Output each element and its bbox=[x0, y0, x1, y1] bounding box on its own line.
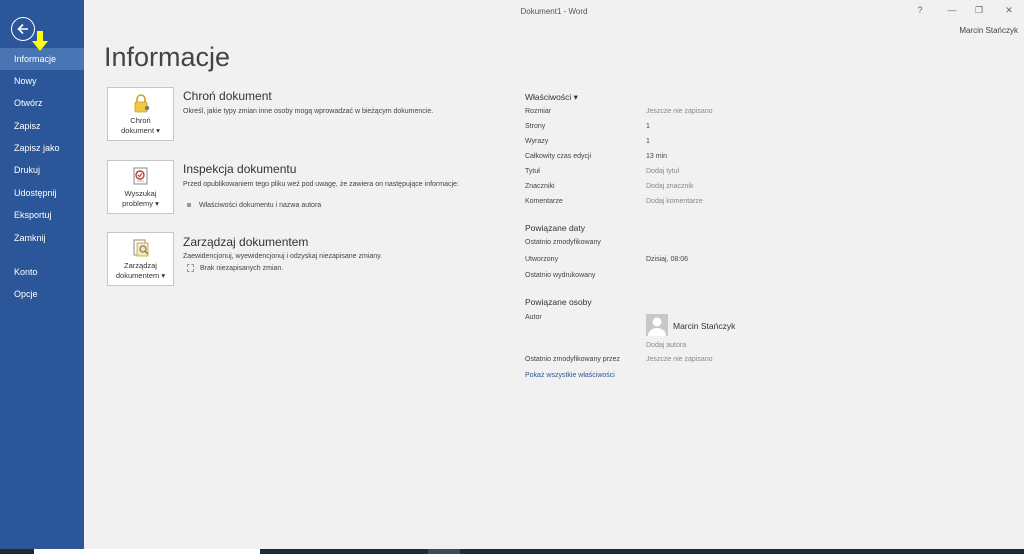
manage-section-title: Zarządzaj dokumentem bbox=[183, 235, 309, 249]
sidebar-item-udostepnij[interactable]: Udostępnij bbox=[14, 188, 57, 198]
related-people-heading: Powiązane osoby bbox=[525, 297, 592, 307]
date-label-printed: Ostatnio wydrukowany bbox=[525, 272, 596, 279]
sidebar-item-konto[interactable]: Konto bbox=[14, 267, 38, 277]
window-title: Dokument1 - Word bbox=[520, 7, 588, 16]
author-avatar bbox=[646, 314, 668, 336]
date-label-created: Utworzony bbox=[525, 256, 559, 263]
yellow-arrow-marker-icon bbox=[32, 31, 48, 51]
inspect-section-desc: Przed opublikowaniem tego pliku weź pod uwagę, że zawiera on następujące informacje: bbox=[183, 181, 459, 188]
sidebar-item-zamknij[interactable]: Zamknij bbox=[14, 233, 46, 243]
prop-label-size: Rozmiar bbox=[525, 108, 552, 115]
prop-label-edit-time: Całkowity czas edycji bbox=[525, 153, 592, 160]
prop-label-comments: Komentarze bbox=[525, 198, 563, 205]
sidebar-item-zapisz-jako[interactable]: Zapisz jako bbox=[14, 143, 60, 153]
prop-value-tags-field[interactable]: Dodaj znacznik bbox=[646, 183, 694, 190]
back-arrow-icon bbox=[16, 22, 30, 36]
last-modified-by-value: Jeszcze nie zapisano bbox=[646, 356, 713, 363]
taskbar-app-tile[interactable] bbox=[428, 549, 460, 554]
lock-key-icon bbox=[131, 93, 151, 113]
title-bar bbox=[84, 0, 1024, 26]
prop-label-words: Wyrazy bbox=[525, 138, 549, 145]
prop-label-tags: Znaczniki bbox=[525, 183, 555, 190]
restore-button[interactable]: ❐ bbox=[974, 5, 984, 15]
close-button[interactable]: ✕ bbox=[1005, 5, 1013, 15]
help-button[interactable]: ? bbox=[917, 5, 923, 15]
backstage-sidebar bbox=[0, 0, 84, 554]
manage-section-desc: Zaewidencjonuj, wyewidencjonuj i odzyskaj niezapisane zmiany. bbox=[183, 253, 383, 260]
protect-section-title: Chroń dokument bbox=[183, 89, 272, 103]
manage-button-label-1: Zarządzaj bbox=[124, 261, 157, 270]
prop-value-edit-time: 13 min bbox=[646, 153, 668, 160]
sidebar-item-nowy[interactable]: Nowy bbox=[14, 76, 37, 86]
bullet-square-icon bbox=[187, 203, 191, 207]
date-value-created: Dzisiaj, 08:06 bbox=[646, 256, 689, 263]
prop-value-words: 1 bbox=[646, 138, 650, 145]
prop-value-size: Jeszcze nie zapisano bbox=[646, 108, 713, 115]
protect-section-desc: Określ, jakie typy zmian inne osoby mogą wprowadzać w bieżącym dokumencie. bbox=[183, 108, 434, 115]
show-all-properties-link[interactable]: Pokaż wszystkie właściwości bbox=[525, 372, 615, 379]
prop-value-comments-field[interactable]: Dodaj komentarze bbox=[646, 198, 703, 205]
manage-document-button[interactable] bbox=[107, 232, 174, 286]
author-label: Autor bbox=[525, 314, 542, 321]
prop-value-pages: 1 bbox=[646, 123, 650, 130]
sidebar-item-drukuj[interactable]: Drukuj bbox=[14, 165, 41, 175]
signed-in-user[interactable]: Marcin Stańczyk bbox=[959, 26, 1018, 35]
prop-label-pages: Strony bbox=[525, 123, 546, 130]
author-name[interactable]: Marcin Stańczyk bbox=[673, 321, 736, 331]
last-modified-by-label: Ostatnio zmodyfikowany przez bbox=[525, 356, 620, 363]
inspect-document-icon bbox=[131, 166, 151, 186]
inspect-button-label-1: Wyszukaj bbox=[124, 189, 157, 198]
person-silhouette-icon bbox=[646, 314, 668, 336]
properties-heading[interactable]: Właściwości ▾ bbox=[525, 92, 578, 102]
sidebar-item-otworz[interactable]: Otwórz bbox=[14, 98, 43, 108]
manage-bullet bbox=[187, 264, 283, 272]
add-author-field[interactable]: Dodaj autora bbox=[646, 342, 687, 349]
sidebar-item-eksportuj[interactable]: Eksportuj bbox=[14, 210, 52, 220]
unsaved-doc-icon bbox=[187, 264, 194, 272]
prop-value-title-field[interactable]: Dodaj tytuł bbox=[646, 168, 680, 175]
manage-document-icon bbox=[131, 238, 151, 258]
page-title: Informacje bbox=[104, 42, 231, 72]
inspect-bullet-text: Właściwości dokumentu i nazwa autora bbox=[199, 202, 322, 209]
prop-label-title: Tytuł bbox=[525, 168, 540, 175]
date-label-modified: Ostatnio zmodyfikowany bbox=[525, 239, 601, 246]
protect-button-label-2: dokument ▾ bbox=[121, 126, 160, 135]
protect-button-label-1: Chroń bbox=[130, 116, 151, 125]
sidebar-item-informacje[interactable]: Informacje bbox=[0, 48, 84, 70]
related-dates-heading: Powiązane daty bbox=[525, 223, 586, 233]
inspect-button-label-2: problemy ▾ bbox=[122, 199, 159, 208]
sidebar-item-zapisz[interactable]: Zapisz bbox=[14, 121, 41, 131]
taskbar-search-box[interactable] bbox=[34, 549, 260, 554]
manage-button-label-2: dokumentem ▾ bbox=[115, 271, 166, 280]
inspect-bullet bbox=[187, 202, 321, 209]
inspect-section-title: Inspekcja dokumentu bbox=[183, 162, 297, 176]
sidebar-item-opcje[interactable]: Opcje bbox=[14, 289, 38, 299]
check-issues-button[interactable] bbox=[107, 160, 174, 214]
manage-bullet-text: Brak niezapisanych zmian. bbox=[200, 264, 284, 272]
protect-document-button[interactable] bbox=[107, 87, 174, 141]
minimize-button[interactable]: — bbox=[947, 5, 957, 15]
